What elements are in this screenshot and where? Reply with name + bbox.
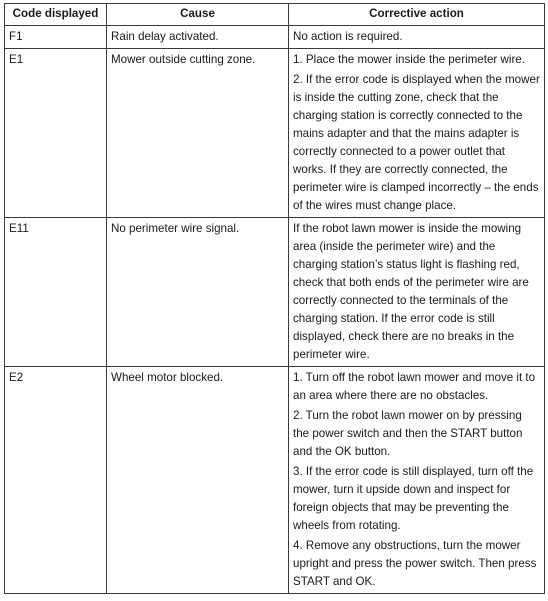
table-row <box>5 49 545 218</box>
header-cause: Cause <box>107 4 289 26</box>
cell-cause: Wheel motor blocked. <box>107 367 289 594</box>
table-header-row <box>5 4 545 26</box>
cell-corrective-action <box>289 218 545 367</box>
error-code-table <box>4 3 545 594</box>
cell-corrective-action <box>289 26 545 49</box>
cell-corrective-action <box>289 367 545 594</box>
cell-corrective-action <box>289 49 545 218</box>
action-step: 2. Turn the robot lawn mower on by pressing the power switch and then the START button and the OK button. <box>293 409 523 458</box>
header-code-displayed: Code displayed <box>5 4 107 26</box>
cell-cause: Mower outside cutting zone. <box>107 49 289 218</box>
action-step: No action is required. <box>293 30 403 43</box>
action-step: 1. Turn off the robot lawn mower and move it to an area where there are no obstacles. <box>293 371 536 402</box>
table-row <box>5 26 545 49</box>
action-step: 1. Place the mower inside the perimeter wire. <box>293 53 525 66</box>
header-corrective-action: Corrective action <box>289 4 545 26</box>
cell-cause: No perimeter wire signal. <box>107 218 289 367</box>
cell-code: F1 <box>5 26 107 49</box>
cell-code: E11 <box>5 218 107 367</box>
action-step: 4. Remove any obstructions, turn the mower upright and press the power switch. Then press START and OK. <box>293 539 537 588</box>
action-step: 2. If the error code is displayed when the mower is inside the cutting zone, check that the charging station is correctly connected to the mains adapter and that the mains adapter is correctly connected to a power outlet that works. If they are correctly connected, the perimeter wire is clamped incorrectly – the ends of the wires must change place. <box>293 73 540 212</box>
cell-code: E1 <box>5 49 107 218</box>
cell-code: E2 <box>5 367 107 594</box>
table-row <box>5 367 545 594</box>
action-step: If the robot lawn mower is inside the mowing area (inside the perimeter wire) and the charging station’s status light is flashing red, check that both ends of the perimeter wire are correctly connected to the terminals of the charging station. If the error code is still displayed, check there are no breaks in the perimeter wire. <box>293 222 529 361</box>
table-row <box>5 218 545 367</box>
cell-cause: Rain delay activated. <box>107 26 289 49</box>
action-step: 3. If the error code is still displayed, turn off the mower, turn it upside down and inspect for foreign objects that may be preventing the wheels from rotating. <box>293 465 534 532</box>
